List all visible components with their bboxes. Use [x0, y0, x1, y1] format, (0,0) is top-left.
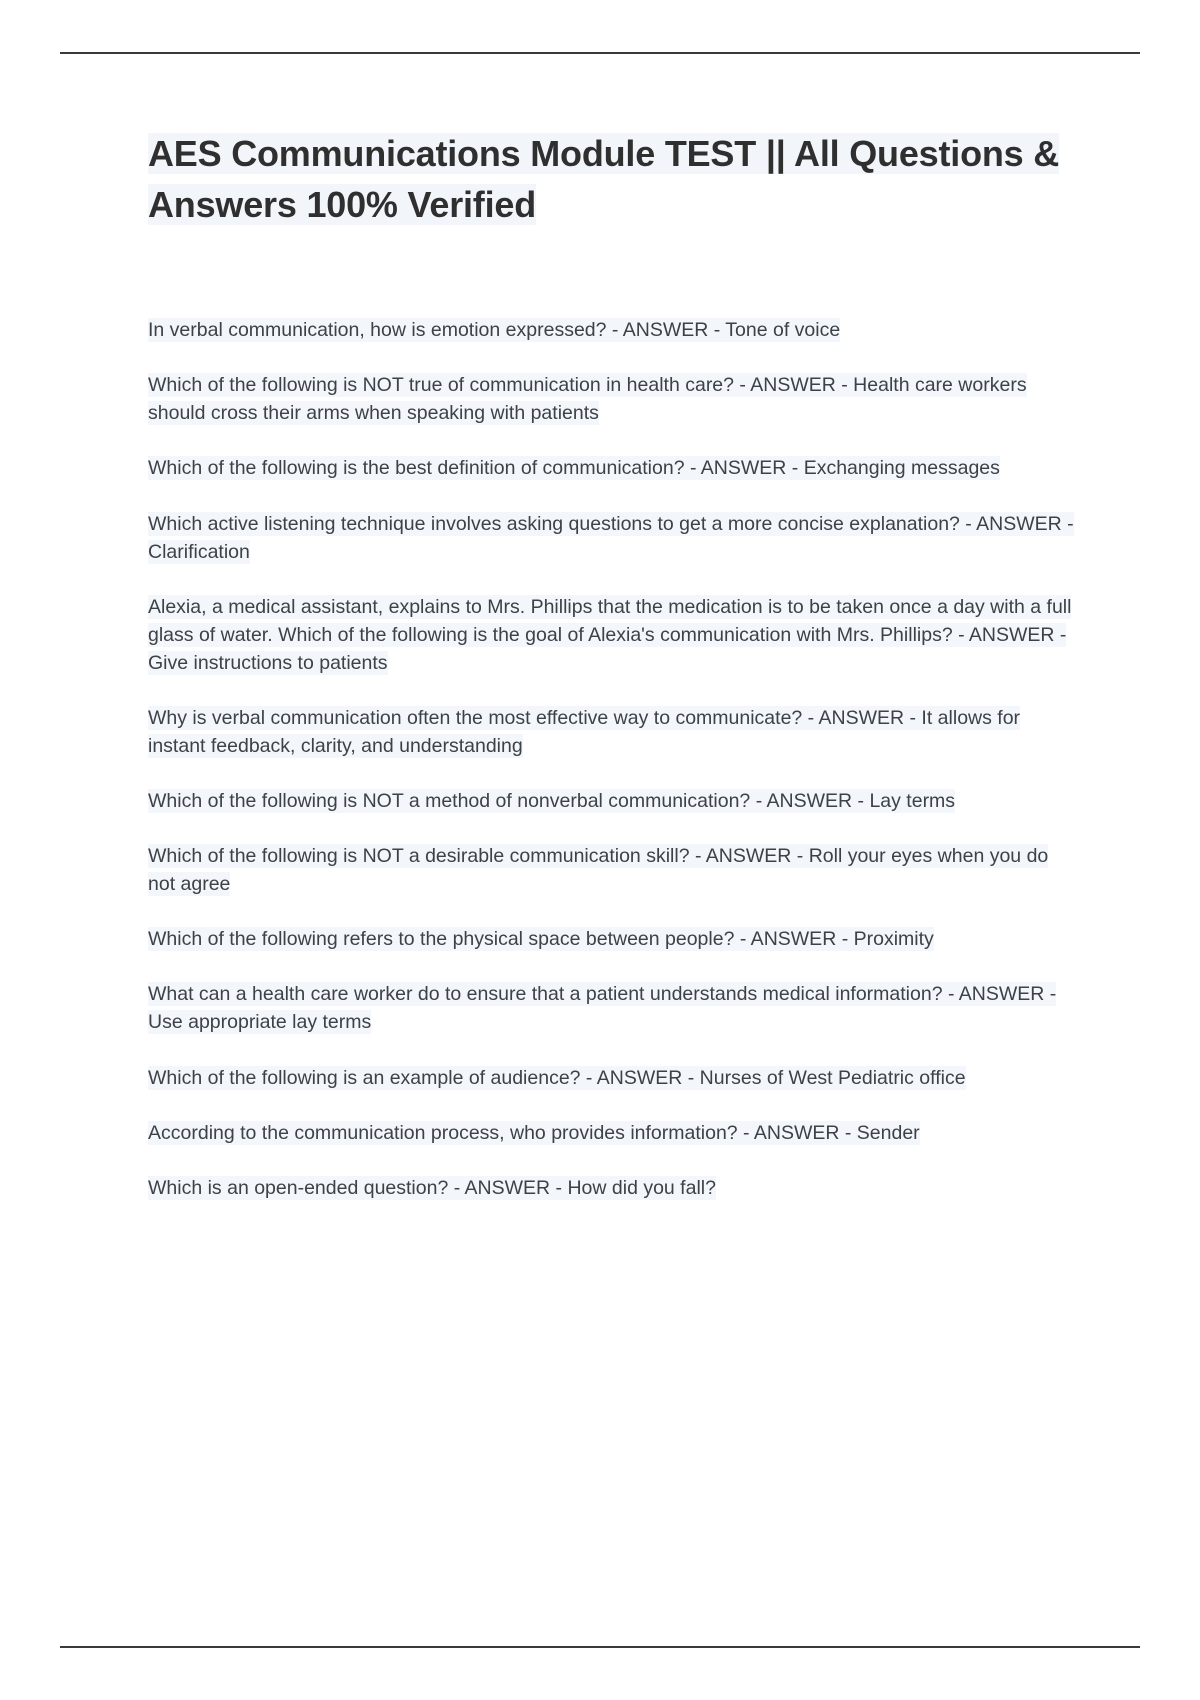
qa-item: Which active listening technique involves asking questions to get a more concise explanation? - ANSWER - Clarification	[148, 512, 1074, 563]
qa-item: Which of the following is NOT true of communication in health care? - ANSWER - Health care workers should cross their arms when speaking with patients	[148, 374, 1027, 425]
qa-item: According to the communication process, who provides information? - ANSWER - Sender	[148, 1121, 920, 1144]
qa-item: What can a health care worker do to ensure that a patient understands medical information? - ANSWER - Use appropriate lay terms	[148, 983, 1057, 1034]
footer-divider	[60, 1646, 1140, 1648]
page-title	[148, 128, 1078, 230]
qa-item: Which of the following is an example of audience? - ANSWER - Nurses of West Pediatric office	[148, 1066, 966, 1089]
qa-item: Which is an open-ended question? - ANSWER - How did you fall?	[148, 1176, 716, 1199]
header-divider	[60, 52, 1140, 54]
page-title-text: AES Communications Module TEST || All Questions & Answers 100% Verified	[148, 133, 1060, 226]
qa-list	[148, 316, 1088, 1202]
document-content	[148, 128, 1088, 1229]
qa-item: Which of the following refers to the physical space between people? - ANSWER - Proximity	[148, 928, 934, 951]
qa-item: Which of the following is NOT a method of nonverbal communication? - ANSWER - Lay terms	[148, 790, 956, 813]
qa-item: Which of the following is the best definition of communication? - ANSWER - Exchanging messages	[148, 457, 1000, 480]
qa-item: Why is verbal communication often the most effective way to communicate? - ANSWER - It allows for instant feedback, clarity, and understanding	[148, 706, 1021, 757]
qa-item: Alexia, a medical assistant, explains to Mrs. Phillips that the medication is to be taken once a day with a full glass of water. Which of the following is the goal of Alexia's communication with Mrs. Phillips? - ANSWER - Give instructions to patients	[148, 595, 1072, 674]
qa-item: Which of the following is NOT a desirable communication skill? - ANSWER - Roll your eyes when you do not agree	[148, 845, 1049, 896]
qa-item: In verbal communication, how is emotion expressed? - ANSWER - Tone of voice	[148, 319, 841, 342]
